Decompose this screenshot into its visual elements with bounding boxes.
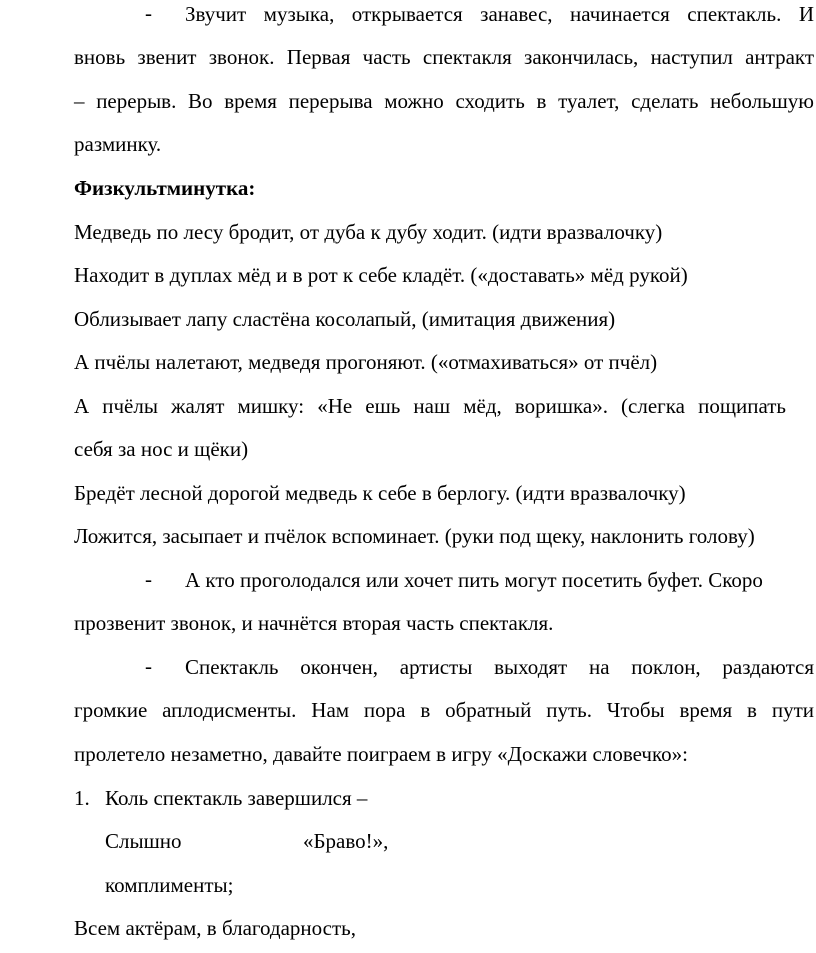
list-dash: -: [145, 654, 152, 678]
poem-line: Находит в дуплах мёд и в рот к себе кладёт. («доставать» мёд рукой): [74, 263, 688, 287]
poem-line: Ложится, засыпает и пчёлок вспоминает. (руки под щеку, наклонить голову): [74, 524, 755, 548]
justified-text: Звучит музыка, открывается занавес, начинается спектакль. И: [185, 2, 814, 26]
paragraph-2-line-2: прозвенит звонок, и начнётся вторая часть спектакля.: [74, 611, 554, 635]
paragraph-1-line-1: [185, 1, 814, 27]
poem-line: Облизывает лапу сластёна косолапый, (имитация движения): [74, 307, 616, 331]
paragraph-3-line-2: [74, 697, 814, 723]
list-dash: -: [145, 567, 152, 591]
paragraph-3-line-3: пролетело незаметно, давайте поиграем в игру «Доскажи словечко»:: [74, 742, 688, 766]
poem-line: себя за нос и щёки): [74, 437, 249, 461]
justified-text: вновь звенит звонок. Первая часть спектакля закончилась, наступил антракт: [74, 45, 814, 69]
section-heading: Физкультминутка:: [74, 176, 256, 200]
paragraph-1-line-3: [74, 88, 814, 114]
paragraph-2-line-1: А кто проголодался или хочет пить могут посетить буфет. Скоро: [185, 568, 763, 592]
riddle-line: комплименты;: [105, 873, 234, 897]
paragraph-3-line-1: [185, 654, 814, 680]
paragraph-1-line-2: [74, 44, 814, 70]
poem-line: Медведь по лесу бродит, от дуба к дубу ходит. (идти вразвалочку): [74, 220, 663, 244]
riddle-line-word: «Браво!»,: [303, 829, 389, 853]
riddle-line: Коль спектакль завершился –: [105, 786, 368, 810]
list-number: 1.: [74, 786, 90, 810]
riddle-line: Всем актёрам, в благодарность,: [74, 916, 357, 940]
justified-text: громкие аплодисменты. Нам пора в обратный путь. Чтобы время в пути: [74, 698, 814, 722]
paragraph-1-line-4: разминку.: [74, 132, 162, 156]
poem-line: А пчёлы налетают, медведя прогоняют. («отмахиваться» от пчёл): [74, 350, 658, 374]
justified-text: А пчёлы жалят мишку: «Не ешь наш мёд, воришка». (слегка пощипать: [74, 394, 786, 418]
riddle-line-word: Слышно: [105, 829, 182, 853]
justified-text: Спектакль окончен, артисты выходят на поклон, раздаются: [185, 655, 814, 679]
justified-text: – перерыв. Во время перерыва можно сходить в туалет, сделать небольшую: [74, 89, 814, 113]
list-dash: -: [145, 1, 152, 25]
poem-line: [74, 393, 786, 419]
poem-line: Бредёт лесной дорогой медведь к себе в берлогу. (идти вразвалочку): [74, 481, 686, 505]
